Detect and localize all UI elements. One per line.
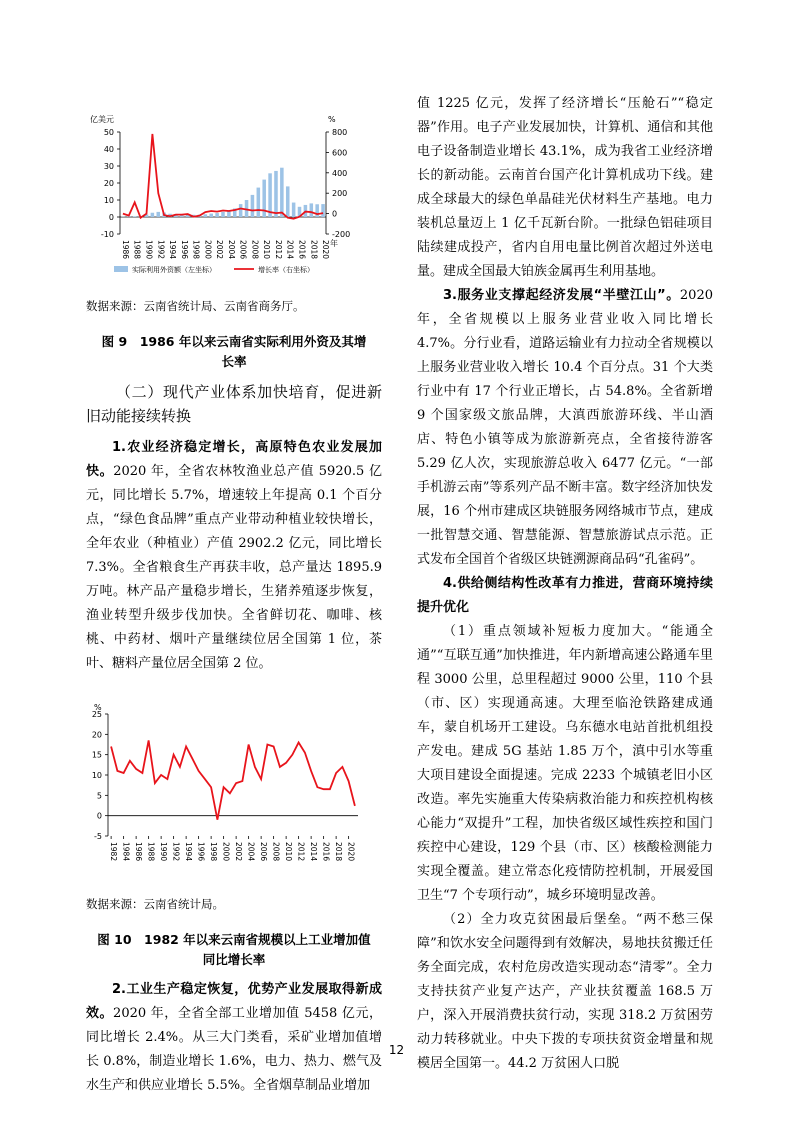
fig9-svg [86,92,382,277]
paragraph-supply-side-heading [417,572,713,620]
paragraph-services [417,284,713,572]
fig9-x-tick-label: 1994 [168,240,178,260]
fig10-x-tick-label: 2016 [321,842,331,862]
fig9-bar [310,203,314,217]
fig9-bar [268,173,272,217]
para3-body: 2020 年，全省规模以上服务业营业收入同比增长 4.7%。分行业看，道路运输业有力拉动全省规模以上服务业营业收入增长 10.4 个百分点。31 个大类行业中有 17 个行业正增长，占 54.8%。全省新增 9 个国家级文旅品牌，大滇西旅游环线、半山酒店、特色小镇等成为旅游新亮点，全省接待游客 5.29 亿人次，实现旅游总收入 6477 亿元。“一部手机游云南”等系列产品不断丰富。数字经济加快发展，16 个州市建成区块链服务网络城市节点，建成一批智慧交通、智慧能源、智慧旅游试点示范。正式发布全国首个省级区块链溯源商品码“孔雀码”。 [417,288,713,567]
para4-lead: 4.供给侧结构性改革有力推进，营商环境持续提升优化 [417,576,713,615]
fig9-x-tick-label: 1988 [132,240,142,260]
fig9-left-unit: 亿美元 [90,115,114,124]
fig9-x-tick-label: 2018 [309,240,319,260]
fig10-x-tick-label: 1994 [184,842,194,862]
fig10-unit: % [94,703,102,712]
fig9-bar [315,204,319,217]
fig10-x-tick-label: 2018 [334,842,344,862]
paragraph-industry-cont: 值 1225 亿元，发挥了经济增长“压舱石”“稳定器”作用。电子产业发展加快，计算机、通信和其他电子设备制造业增长 43.1%，成为我省工业经济增长的新动能。云南首台国产化计算机成功下线。建成全球最大的绿色单晶硅光伏材料生产基地。电力装机总量迈上 1 亿千瓦新台阶。一批绿色铝硅项目陆续建成投产，省内自用电量比例首次超过外送电量。建成全国最大铂族金属再生利用基地。 [417,96,713,279]
figure-10-chart [86,700,382,884]
fig10-x-tick-label: 1988 [146,842,156,862]
fig10-svg [86,700,382,875]
fig9-bar [209,214,213,217]
fig9-source: 数据来源：云南省统计局、云南省商务厅。 [86,299,305,313]
fig9-x-tick-label: 2020 [321,240,331,260]
para2-body: 2020 年，全省全部工业增加值 5458 亿元，同比增长 2.4%。从三大门类看，采矿业增加值增长 0.8%，制造业增长 1.6%，电力、热力、燃气及水生产和供应业增长 5.5%。全省烟草制品业增加 [86,1006,382,1093]
fig9-legend-line-label: 增长率（右坐标） [258,266,314,274]
fig9-bar [286,186,290,217]
fig9-caption-line1: 图 9 1986 年以来云南省实际利用外资及其增 [101,334,367,349]
page-number: 12 [388,1043,405,1057]
fig9-legend-bar-label: 实际利用外资额（左坐标） [132,266,216,274]
fig10-x-tick-label: 2012 [296,842,306,862]
fig9-left-tick-label: 30 [103,162,114,171]
para1-lead: 1.农业经济稳定增长，高原特色农业发展加快。 [86,440,382,479]
fig9-x-tick-label: 2012 [273,240,283,260]
section-heading: （二）现代产业体系加快培育，促进新旧动能接续转换 [86,383,382,425]
fig9-x-tick-label: 2006 [238,240,248,260]
fig9-x-tick-label: 2014 [285,240,295,260]
fig10-x-tick-label: 2000 [221,842,231,862]
fig10-caption [86,930,382,970]
fig10-x-tick-label: 2014 [309,842,319,862]
fig10-y-tick-label: 20 [91,730,102,740]
fig10-x-tick-label: 2020 [346,842,356,862]
fig10-x-tick-label: 2002 [234,842,244,862]
fig9-right-tick-label: -200 [332,230,351,239]
fig9-left-tick-label: 50 [103,128,114,137]
fig10-y-tick-label: 0 [96,811,102,821]
fig9-left-tick-label: -10 [100,230,114,239]
fig9-right-unit: % [328,115,336,124]
fig9-left-tick-label: 40 [103,145,114,154]
para1-body: 2020 年，全省农林牧渔业总产值 5920.5 亿元，同比增长 5.7%，增速较上年提高 0.1 个百分点，“绿色食品牌”重点产业带动种植业较快增长，全年农业（种植业）产值 2902.2 亿元，同比增长 7.3%。全省粮食生产再获丰收，总产量达 1895.9 万吨。林产品产量稳步增长，生猪养殖逐步恢复，渔业转型升级步伐加快。全省鲜切花、咖啡、核桃、中药材、烟叶产量继续位居全国第 1 位，茶叶、糖料产量位居全国第 2 位。 [86,464,382,671]
fig9-x-tick-label: 2000 [203,240,213,260]
fig10-x-tick-label: 1982 [109,842,119,862]
fig9-caption-line2: 长率 [221,354,247,369]
fig10-x-tick-label: 1992 [171,842,181,862]
fig10-x-tick-label: 1998 [209,842,219,862]
fig9-x-tick-label: 1986 [120,240,130,260]
para3-lead: 3.服务业支撑起经济发展“半壁江山”。 [443,288,680,303]
fig10-y-tick-label: 25 [91,710,102,719]
fig9-bar [321,204,325,217]
paragraph-agriculture [86,436,382,676]
fig10-x-tick-label: 2006 [259,842,269,862]
left-column [86,92,382,1098]
fig9-bar [239,204,243,217]
fig9-bar [251,195,255,217]
fig9-bar [204,214,208,217]
fig9-right-tick-label: 0 [332,209,338,219]
fig10-y-tick-label: -5 [94,832,102,841]
fig9-x-tick-label: 2004 [226,240,236,260]
fig10-x-tick-label: 2004 [246,842,256,862]
fig9-bar [133,216,137,217]
fig9-x-tick-label: 2010 [262,240,272,260]
figure-9-chart [86,92,382,286]
fig10-y-tick-label: 5 [96,791,102,801]
fig10-source: 数据来源：云南省统计局。 [86,897,224,911]
fig10-x-tick-label: 2010 [284,842,294,862]
fig9-caption [86,332,382,372]
fig9-x-tick-label: 2016 [297,240,307,260]
fig9-x-tick-label: 1992 [156,240,166,260]
fig10-y-tick-label: 10 [91,771,102,780]
fig9-bar [292,203,296,217]
fig9-bar [257,188,261,217]
fig9-x-tick-label: 2002 [215,240,225,260]
fig9-left-tick-label: 0 [108,213,114,222]
paragraph-poverty: （2）全力攻克贫困最后堡垒。“两不愁三保障”和饮水安全问题得到有效解决，易地扶贫搬迁任务全面完成，农村危房改造实现动态“清零”。全力支持扶贫产业复产达产，产业扶贫覆盖 168.5 万户，深入开展消费扶贫行动，实现 318.2 万贫困劳动力转移就业。中央下拨的专项扶贫资金增量和规模居全国第一。44.2 万贫困人口脱 [417,912,713,1071]
fig9-bar [215,213,219,217]
fig10-x-tick-label: 1986 [134,842,144,862]
fig9-bar [274,171,278,217]
fig10-growth-line [111,740,355,819]
fig9-right-tick-label: 800 [332,128,348,137]
paragraph-infrastructure: （1）重点领域补短板力度加大。“能通全通”“互联互通”加快推进，年内新增高速公路通车里程 3000 公里，总里程超过 9000 公里，110 个县（市、区）实现通高速。大理至临沧铁路建成通车，蒙自机场开工建设。乌东德水电站首批机组投产发电。建成 5G 基站 1.85 万个，滇中引水等重大项目建设全面提速。完成 2233 个城镇老旧小区改造。率先实施重大传染病救治能力和疾控机构核心能力“双提升”工程，加快省级区域性疾控和国门疾控中心建设，129 个县（市、区）核酸检测能力实现全覆盖。建立常态化疫情防控机制，开展爱国卫生“7 个专项行动”，城乡环境明显改善。 [417,624,713,903]
para2-lead: 2.工业生产稳定恢复，优势产业发展取得新成效。 [86,982,382,1021]
fig10-y-tick-label: 15 [91,750,102,760]
fig9-legend-bar-swatch [114,266,128,272]
fig9-right-tick-label: 400 [332,168,348,178]
right-column [417,92,713,1076]
fig9-bar [280,168,284,217]
fig9-x-tick-label: 2008 [250,240,260,260]
fig9-x-tick-label: 1996 [179,240,189,260]
fig10-x-tick-label: 2008 [271,842,281,862]
paragraph-industry [86,978,382,1098]
fig9-x-unit: 年 [330,239,338,248]
fig9-right-tick-label: 600 [332,148,348,158]
fig10-x-tick-label: 1984 [121,842,131,862]
fig9-left-tick-label: 20 [103,179,114,188]
fig10-caption-line2: 同比增长率 [202,952,266,967]
fig9-left-tick-label: 10 [103,196,114,205]
fig10-caption-line1: 图 10 1982 年以来云南省规模以上工业增加值 [97,932,371,947]
fig9-bar [151,213,155,217]
fig10-x-tick-label: 1990 [159,842,169,862]
fig9-x-tick-label: 1990 [144,240,154,260]
fig9-bar [156,212,160,217]
fig10-x-tick-label: 1996 [196,842,206,862]
fig9-bar [221,212,225,217]
fig9-right-tick-label: 200 [332,189,348,199]
fig9-x-tick-label: 1998 [191,240,201,260]
